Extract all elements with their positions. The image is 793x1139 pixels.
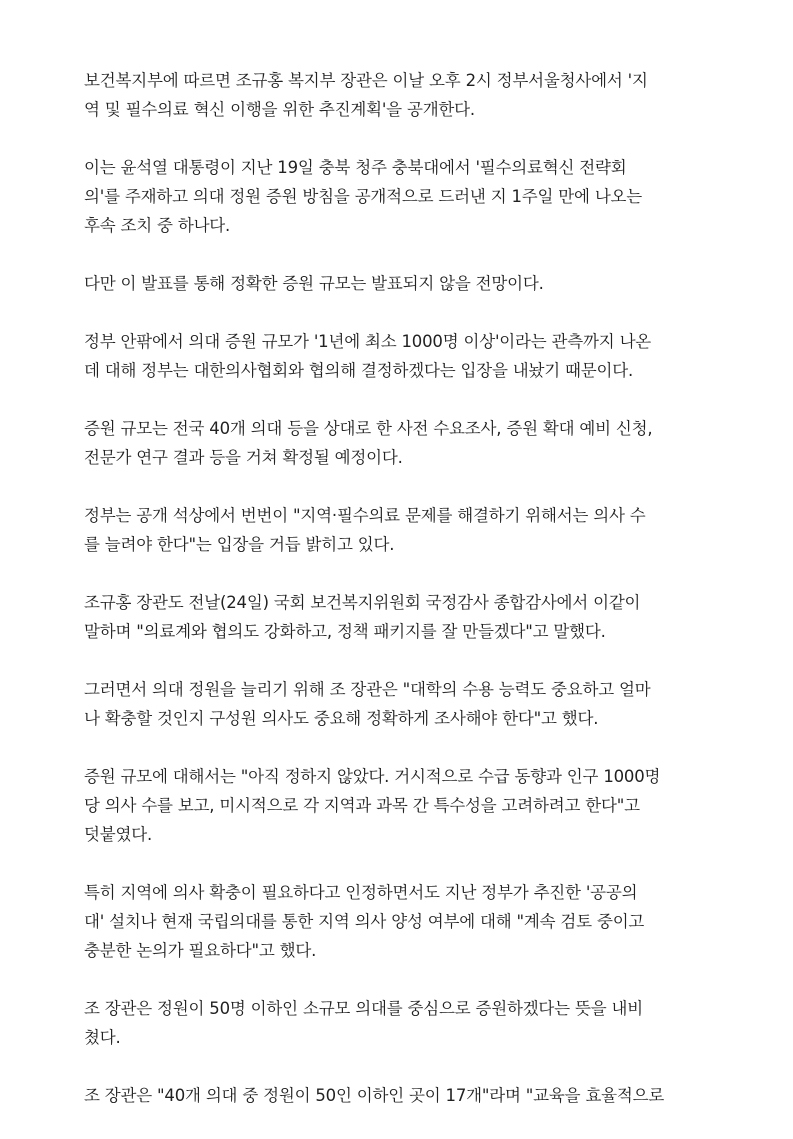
paragraph-line: 조규홍 장관도 전날(24일) 국회 보건복지위원회 국정감사 종합감사에서 이같이 (84, 593, 641, 612)
paragraph-line: 정부 안팎에서 의대 증원 규모가 '1년에 최소 1000명 이상'이라는 관측까지 나온 (84, 332, 652, 351)
article-paragraph (84, 1081, 712, 1110)
paragraph-line: 그러면서 의대 정원을 늘리기 위해 조 장관은 "대학의 수용 능력도 중요하고 얼마 (84, 680, 651, 699)
paragraph-line: 이는 윤석열 대통령이 지난 19일 충북 청주 충북대에서 '필수의료혁신 전략회 (84, 158, 627, 177)
paragraph-line: 다만 이 발표를 통해 정확한 증원 규모는 발표되지 않을 전망이다. (84, 274, 544, 293)
article-paragraph (84, 994, 712, 1052)
paragraph-line: 후속 조치 중 하나다. (84, 216, 231, 235)
paragraph-line: 증원 규모에 대해서는 "아직 정하지 않았다. 거시적으로 수급 동향과 인구 1000명 (84, 767, 661, 786)
article-paragraph (84, 762, 712, 849)
paragraph-line: 역 및 필수의료 혁신 이행을 위한 추진계획'을 공개한다. (84, 100, 475, 119)
article-paragraph (84, 675, 712, 733)
article-paragraph (84, 327, 712, 385)
article-paragraph (84, 269, 712, 298)
paragraph-line: 쳤다. (84, 1028, 121, 1047)
paragraph-line: 특히 지역에 의사 확충이 필요하다고 인정하면서도 지난 정부가 추진한 '공공의 (84, 883, 638, 902)
paragraph-line: 증원 규모는 전국 40개 의대 등을 상대로 한 사전 수요조사, 증원 확대 예비 신청, (84, 419, 653, 438)
paragraph-line: 데 대해 정부는 대한의사협회와 협의해 결정하겠다는 입장을 내놨기 때문이다. (84, 361, 634, 380)
article-paragraph (84, 588, 712, 646)
article-paragraph (84, 153, 712, 240)
paragraph-line: 조 장관은 "40개 의대 중 정원이 50인 이하인 곳이 17개"라며 "교육을 효율적으로 (84, 1086, 665, 1105)
article-paragraph (84, 66, 712, 124)
paragraph-line: 의'를 주재하고 의대 정원 증원 방침을 공개적으로 드러낸 지 1주일 만에 나오는 (84, 187, 643, 206)
article-paragraph (84, 501, 712, 559)
paragraph-line: 충분한 논의가 필요하다"고 했다. (84, 941, 317, 960)
article-body (84, 66, 712, 1139)
paragraph-line: 당 의사 수를 보고, 미시적으로 각 지역과 과목 간 특수성을 고려하려고 한다"고 (84, 796, 640, 815)
paragraph-line: 덧붙였다. (84, 825, 153, 844)
paragraph-line: 말하며 "의료계와 협의도 강화하고, 정책 패키지를 잘 만들겠다"고 말했다. (84, 622, 606, 641)
article-paragraph (84, 878, 712, 965)
paragraph-line: 정부는 공개 석상에서 번번이 "지역·필수의료 문제를 해결하기 위해서는 의사 수 (84, 506, 646, 525)
paragraph-line: 전문가 연구 결과 등을 거쳐 확정될 예정이다. (84, 448, 403, 467)
paragraph-line: 대' 설치나 현재 국립의대를 통한 지역 의사 양성 여부에 대해 "계속 검토 중이고 (84, 912, 645, 931)
paragraph-line: 나 확충할 것인지 구성원 의사도 중요해 정확하게 조사해야 한다"고 했다. (84, 709, 599, 728)
article-paragraph (84, 414, 712, 472)
paragraph-line: 조 장관은 정원이 50명 이하인 소규모 의대를 중심으로 증원하겠다는 뜻을 내비 (84, 999, 643, 1018)
paragraph-line: 를 늘려야 한다"는 입장을 거듭 밝히고 있다. (84, 535, 395, 554)
paragraph-line: 보건복지부에 따르면 조규홍 복지부 장관은 이날 오후 2시 정부서울청사에서 '지 (84, 71, 648, 90)
